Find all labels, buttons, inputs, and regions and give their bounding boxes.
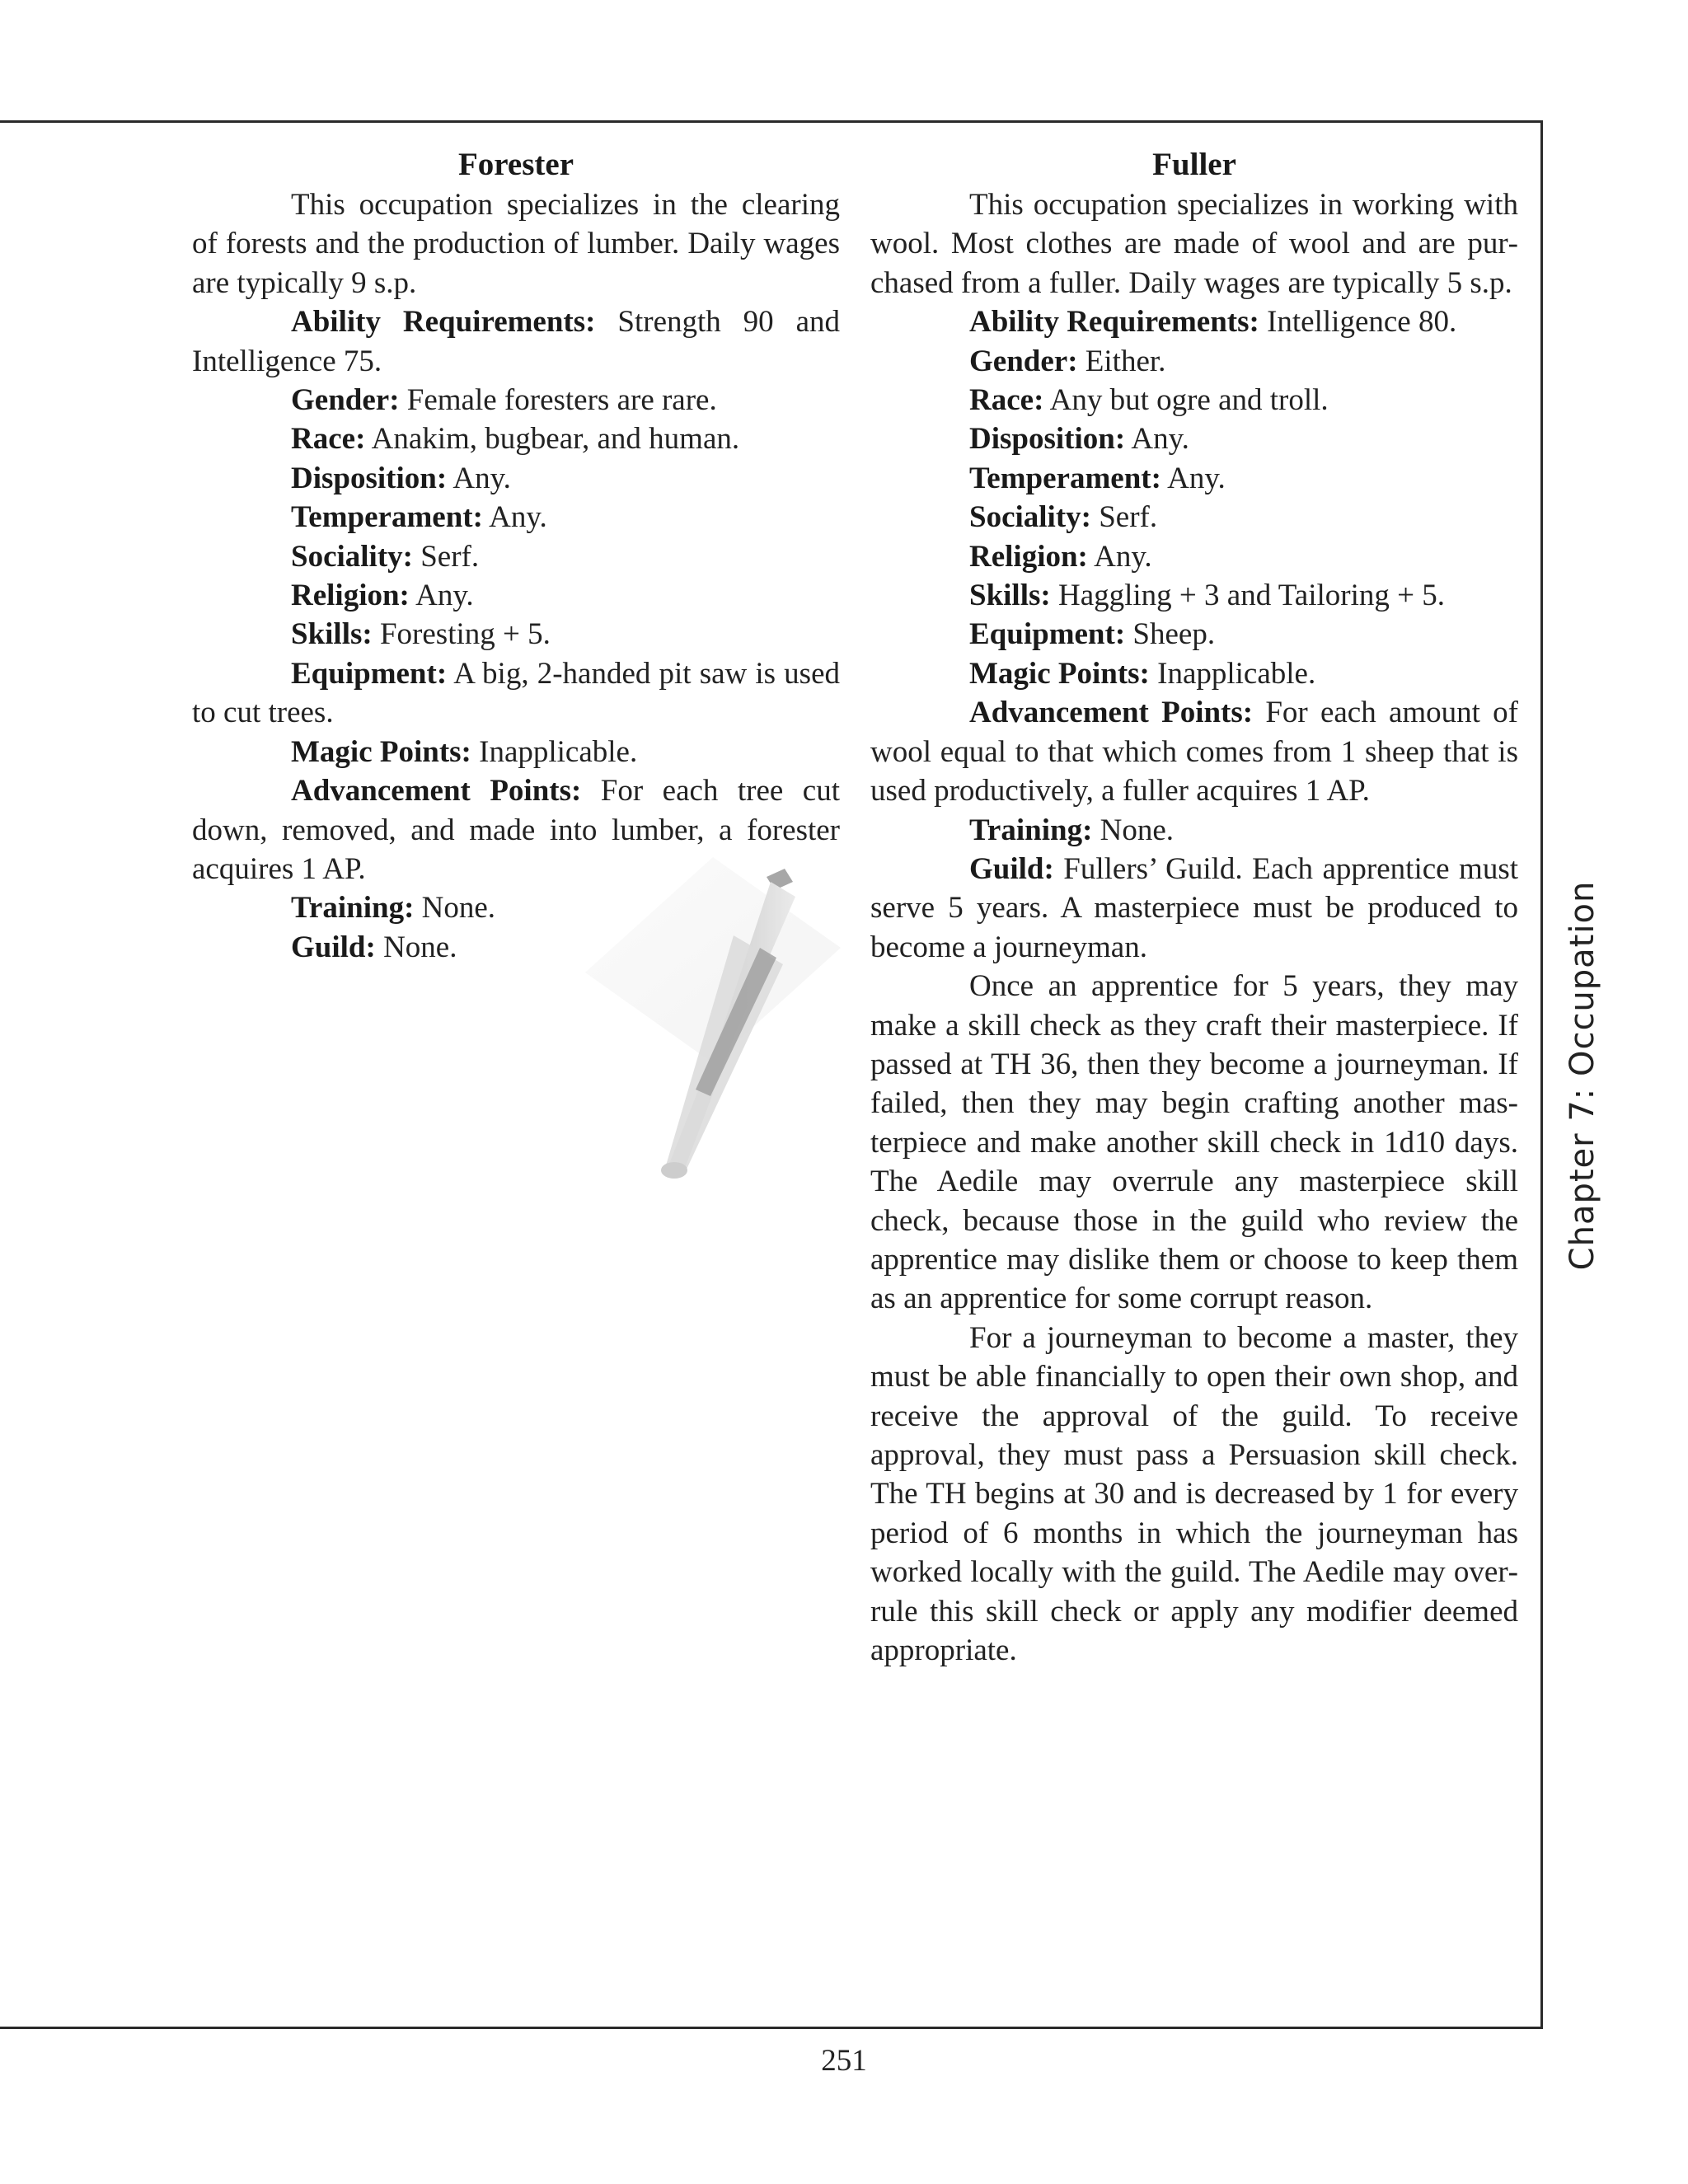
fuller-field-temperament [870, 459, 1518, 498]
fuller-paragraph-masterpiece: Once an apprentice for 5 years, they may make a skill check as they craft their masterpiece. If passed at TH 36, then they become a journeyman. If failed, then they may begin crafting another masterpiece and make another skill check in 1d10 days. The Aedile may overrule any masterpiece skill check, because those in the guild who review the apprentice may dislike them or choose to keep them as an apprentice for some corrupt reason. [870, 969, 1518, 1316]
field-label: Gender: [969, 344, 1078, 378]
forester-field-advancement [192, 771, 840, 888]
frame-top-rule [0, 120, 1543, 123]
field-value: Either. [1077, 344, 1166, 378]
field-label: Skills: [969, 579, 1051, 613]
fuller-field-training [870, 811, 1518, 850]
forester-field-race [192, 419, 840, 458]
field-label: Magic Points: [969, 656, 1150, 691]
fuller-field-equipment [870, 615, 1518, 654]
forester-field-religion [192, 576, 840, 615]
field-value: For each tree cut down, removed, and made into lumber, a forester acquires 1 AP. [192, 774, 840, 886]
field-label: Training: [969, 813, 1093, 847]
field-value: Intelligence 80. [1259, 305, 1457, 340]
field-label: Sociality: [969, 500, 1091, 535]
field-value: Any. [447, 461, 511, 495]
field-value: Serf. [412, 539, 480, 574]
fuller-heading: Fuller [1152, 147, 1236, 182]
field-value: Serf. [1090, 500, 1158, 535]
field-label: Ability Requirements: [291, 305, 596, 340]
field-label: Race: [291, 422, 366, 457]
field-label: Equipment: [291, 656, 448, 691]
chapter-side-tab [1555, 880, 1610, 1271]
frame-bottom-rule [0, 2027, 1543, 2029]
field-value: Foresting + 5. [372, 617, 551, 652]
forester-field-equipment [192, 654, 840, 733]
page-number: 251 [821, 2044, 867, 2078]
fuller-column [870, 144, 1518, 1670]
field-label: Advancement Points: [291, 774, 582, 808]
field-value: Haggling + 3 and Tailoring + 5. [1050, 579, 1446, 613]
forester-field-training [192, 888, 840, 927]
field-value: Inapplicable. [471, 734, 638, 769]
frame-right-rule [1540, 120, 1543, 2029]
forester-field-guild [192, 928, 840, 967]
field-label: Gender: [291, 383, 400, 418]
field-value: Any. [1087, 539, 1152, 574]
field-label: Equipment: [969, 617, 1126, 652]
field-value: Any. [482, 500, 547, 535]
field-value: Any. [1125, 422, 1189, 457]
field-label: Magic Points: [291, 734, 471, 769]
field-label: Temperament: [291, 500, 483, 535]
field-value: None. [375, 930, 457, 964]
field-value: None. [1092, 813, 1175, 847]
fuller-field-ability [870, 302, 1518, 341]
fuller-field-disposition [870, 419, 1518, 458]
field-value: Strength 90 and Intelligence 75. [192, 305, 840, 378]
fuller-field-religion [870, 537, 1518, 576]
field-label: Training: [291, 891, 415, 926]
field-value: Any. [409, 579, 474, 613]
forester-field-disposition [192, 459, 840, 498]
field-label: Sociality: [291, 539, 413, 574]
fuller-intro: This occupation specializes in working with wool. Most clothes are made of wool and are purchased from a fuller. Daily wages are typically 5 s.p. [870, 188, 1518, 300]
fuller-field-guild [870, 850, 1518, 967]
fuller-field-sociality [870, 498, 1518, 537]
chapter-label: Chapter 7: Occupation [1564, 880, 1601, 1271]
field-label: Disposition: [291, 461, 448, 495]
fuller-paragraph-master: For a journeyman to become a master, they must be able financially to open their own shop, and receive the approval of the guild. To receive approval, they must pass a Persuasion skill check. The TH begins at 30 and is decreased by 1 for every period of 6 months in which the journeyman has worked locally with the guild. The Aedile may overrule this skill check or apply any modifier deemed appropriate. [870, 1320, 1518, 1668]
field-label: Religion: [291, 579, 410, 613]
forester-heading: Forester [457, 147, 574, 182]
forester-intro: This occupation specializes in the clearing of forests and the production of lumber. Daily wages are typically 9 s.p. [192, 188, 840, 300]
field-label: Disposition: [969, 422, 1126, 457]
fuller-field-skills [870, 576, 1518, 615]
field-label: Guild: [291, 930, 376, 964]
fuller-field-advancement [870, 693, 1518, 810]
forester-field-gender [192, 381, 840, 419]
field-label: Religion: [969, 539, 1088, 574]
forester-field-ability [192, 302, 840, 381]
field-value: Fullers’ Guild. Each apprentice must serve 5 years. A masterpiece must be produced to become a journeyman. [870, 851, 1518, 964]
forester-field-temperament [192, 498, 840, 537]
forester-column [192, 144, 840, 967]
forester-field-magic-points [192, 733, 840, 771]
field-value: Any. [1160, 461, 1226, 495]
field-label: Temperament: [969, 461, 1161, 495]
field-label: Guild: [969, 851, 1054, 886]
forester-field-skills [192, 615, 840, 654]
field-value: None. [414, 891, 496, 926]
field-label: Ability Requirements: [969, 305, 1259, 340]
field-label: Skills: [291, 617, 373, 652]
field-label: Advancement Points: [969, 696, 1254, 730]
field-value: Inapplicable. [1149, 656, 1316, 691]
field-value: Anakim, bugbear, and human. [365, 422, 740, 457]
field-value: Sheep. [1125, 617, 1216, 652]
field-label: Race: [969, 383, 1044, 418]
fuller-field-race [870, 381, 1518, 419]
fuller-field-magic-points [870, 654, 1518, 693]
field-value: A big, 2-handed pit saw is used to cut trees. [192, 656, 840, 730]
fuller-field-gender [870, 342, 1518, 381]
forester-field-sociality [192, 537, 840, 576]
field-value: Female foresters are rare. [399, 383, 717, 418]
field-value: For each amount of wool equal to that which comes from 1 sheep that is used productively, a fuller acquires 1 AP. [870, 696, 1518, 808]
field-value: Any but ogre and troll. [1043, 383, 1329, 418]
